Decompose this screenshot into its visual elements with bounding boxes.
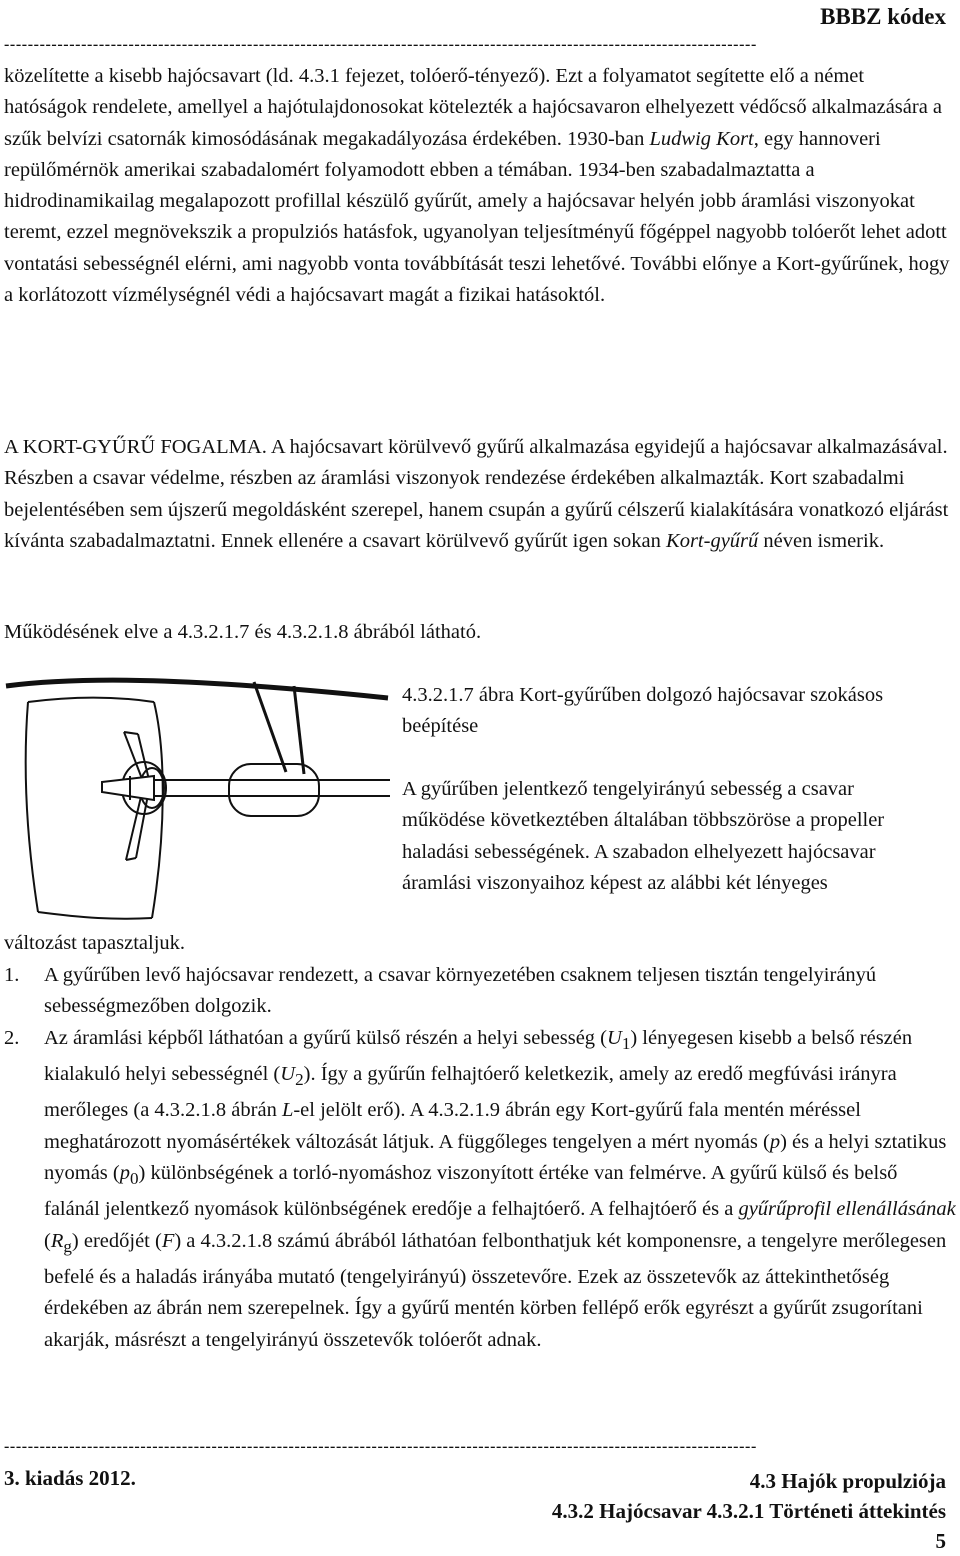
- list-item: [4, 960, 956, 1023]
- list-item: [4, 1023, 956, 1356]
- list-number: 1.: [4, 964, 20, 986]
- numbered-list: [4, 960, 956, 1356]
- inventor-name: Ludwig Kort: [649, 127, 754, 150]
- paragraph-kort-ring-concept: A KORT-GYŰRŰ FOGALMA. A hajócsavart körülvevő gyűrű alkalmazása egyidejű a hajócsavar alkalmazásával. Részben a csavar védelme, részben az áramlási viszonyok rendezése érdekében alkalmazták. Kort szabadalmi bejelentésében sem újszerű megoldásként szerepel, hanem csupán a gyűrű célszerű kialakítására vonatkozó eljárást kívánta szabadalmaztatni. Ennek ellenére a csavart körülvevő gyűrűt igen sokan Kort-gyűrű néven ismerik.: [4, 436, 949, 552]
- edition-label: 3. kiadás 2012.: [4, 1466, 136, 1490]
- list-number: 2.: [4, 1026, 20, 1049]
- paragraph-continuation: változást tapasztaljuk.: [4, 932, 186, 954]
- kort-nozzle-figure: [4, 672, 394, 922]
- paragraph-principle: Működésének elve a 4.3.2.1.7 és 4.3.2.1.8 ábrából látható.: [4, 621, 482, 643]
- document-code: BBBZ kódex: [820, 4, 946, 29]
- figure-caption: 4.3.2.1.7 ábra Kort-gyűrűben dolgozó hajócsavar szokásos beépítése: [402, 684, 884, 738]
- figure-description: A gyűrűben jelentkező tengelyirányú sebesség a csavar működése következtében általában többszöröse a propeller haladási sebességének. A szabadon elhelyezett hajócsavar áramlási viszonyaihoz képest az alábbi két lényeges: [402, 778, 885, 894]
- footer-rule: -------------------------------------------------------------------------------------------------------------------------------: [4, 1438, 757, 1455]
- footer-section: [552, 1466, 946, 1556]
- list-item-text: Az áramlási képből láthatóan a gyűrű külső részén a helyi sebesség $(U_1)$ lényegesen kisebb a belső részén kialakuló helyi sebességnél $(U_2)$. Így a gyűrűn felhajtóerő keletkezik, amely az eredő megfúvási irányra merőleges (a 4.3.2.1.8 ábrán L-el jelölt erő). A 4.3.2.1.9 ábrán egy Kort-gyűrű fala mentén méréssel meghatározott nyomásértékek változását látjuk. A függőleges tengelyen a mért nyomás (p) és a helyi sztatikus nyomás $(p_0)$ különbségének a torló-nyomáshoz viszonyított értéke van felmérve. A gyűrű külső és belső falánál jelentkező nyomások különbségének eredője a felhajtóerő. A felhajtóerő és a gyűrűprofil ellenállásának $(R_g)$ eredőjét (F) a 4.3.2.1.8 számú ábrából láthatóan felbonthatjuk két komponensre, a tengelyre merőlegesen befelé és a haladás irányába mutató (tengelyirányú) összetevőre. Ezek az összetevők az áttekinthetőség érdekében az ábrán nem szerepelnek. Így a gyűrű mentén körben fellépő erők egyrészt a gyűrűt zsugorítani akarják, másrészt a tengelyirányú összetevők tolóerőt adnak.: [44, 1026, 956, 1351]
- subsection-title: 4.3.2 Hajócsavar 4.3.2.1 Történeti áttekintés: [551, 1499, 946, 1523]
- header-rule: -------------------------------------------------------------------------------------------------------------------------------: [4, 36, 757, 53]
- section-title: 4.3 Hajók propulziója: [749, 1469, 946, 1493]
- page-number: 5: [935, 1529, 946, 1553]
- paragraph-history: közelítette a kisebb hajócsavart (ld. 4.3.1 fejezet, tolóerő-tényező). Ezt a folyamatot segítette elő a német hatóságok rendelete, amellyel a hajótulajdonosokat kötelezték a hajócsavaron elhelyezett védőcső alkalmazására a szűk belvízi csatornák kimosódásának megakadályozása érdekében. 1930-ban Ludwig Kort, egy hannoveri repülőmérnök amerikai szabadalomért folyamodott ebben a témában. 1934-ben szabadalmaztatta a hidrodinamikailag megalapozott profillal készülő gyűrűt, amely a hajócsavar helyén jobb áramlási viszonyokat teremt, ezzel megnövekszik a propulziós hatásfok, ugyanolyan teljesítményű főgéppel nagyobb tolóerőt lehet adott vontatási sebességnél elérni, ami nagyobb vonta továbbítását teszi lehetővé. További előnye a Kort-gyűrűnek, hogy a korlátozott vízmélységnél védi a hajócsavart magát a fizikai hatásoktól.: [4, 65, 950, 307]
- list-item-text: A gyűrűben levő hajócsavar rendezett, a csavar környezetében csaknem teljesen tisztán tengelyirányú sebességmezőben dolgozik.: [44, 964, 877, 1018]
